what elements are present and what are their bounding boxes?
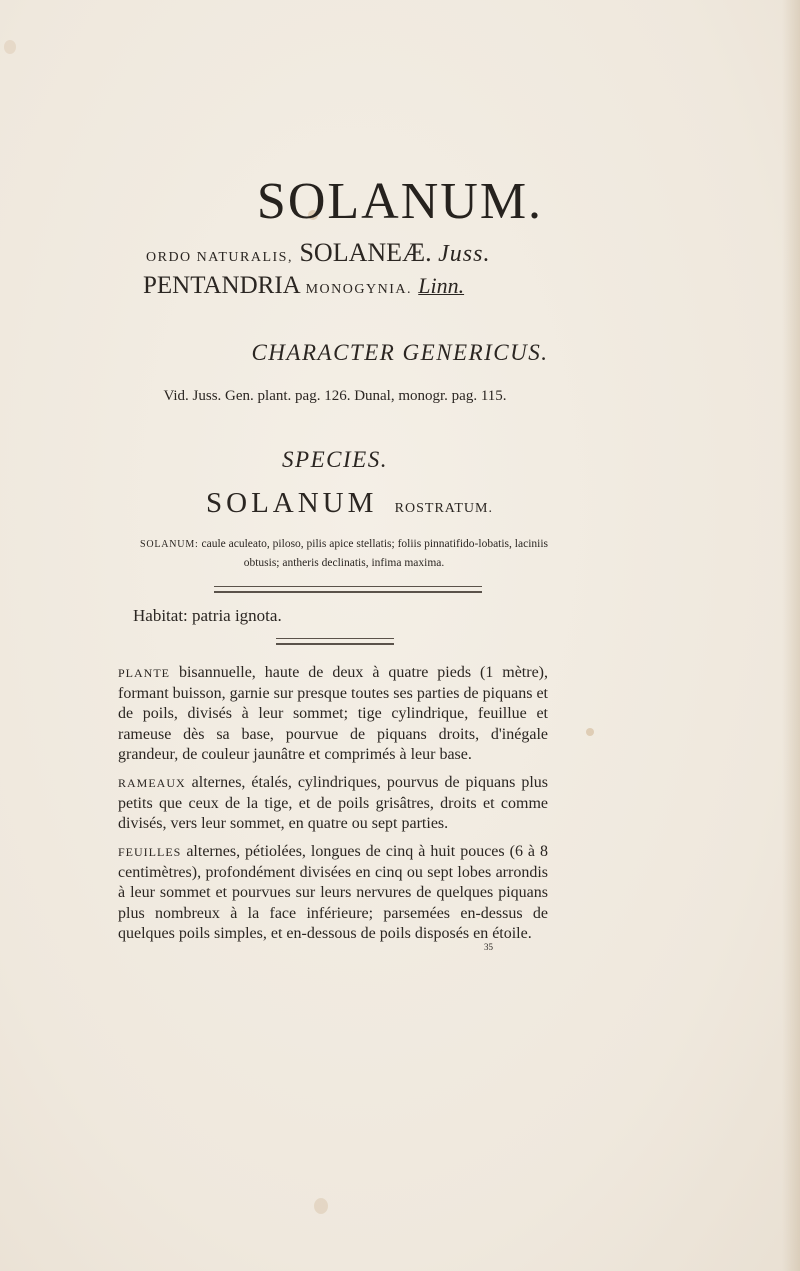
ordo-line (146, 238, 490, 268)
description-paragraph (118, 773, 548, 835)
habitat-line: Habitat: patria ignota. (133, 606, 282, 625)
species-heading: SPECIES. (282, 447, 388, 472)
foxing-spot (314, 1198, 328, 1214)
paragraph-lead: FEUILLES (118, 845, 182, 859)
paragraph-text: bisannuelle, haute de deux à quatre pieds (1 mètre), formant buisson, garnie sur presque toutes ses parties de piquans et de poils, divisés à leur sommet; tige cylindrique, feuillue et rameuse dès sa base, pourvue de piquans droits, d'inégale grandeur, de couleur jaunâtre et comprimés à leur base. (118, 664, 549, 763)
page-number: 35 (484, 942, 493, 952)
diagnosis-lead: SOLANUM: (139, 539, 199, 550)
diagnosis-text: caule aculeato, piloso, pilis apice stellatis; foliis pinnatifido-lobatis, laciniis obtusis; antheris declinatis, infima maxima. (201, 538, 549, 569)
paragraph-text: alternes, étalés, cylindriques, pourvus de piquans plus petits que ceux de la tige, et de poils grisâtres, droits et comme divisés, vers leur sommet, en quatre ou sept parties. (118, 774, 548, 832)
species-diagnosis (124, 535, 564, 572)
description-paragraph (118, 842, 548, 945)
paragraph-text: alternes, pétiolées, longues de cinq à huit pouces (6 à 8 centimètres), profondément divisées en cinq ou sept lobes arrondis à leur sommet et pourvues sur leurs nervures de quelques piquans plus nombreux à la face inférieure; parsemées en-dessus de quelques poils simples, et en-dessous de poils disposés en étoile. (118, 843, 549, 942)
reference-line: Vid. Juss. Gen. plant. pag. 126. Dunal, monogr. pag. 115. (163, 388, 507, 404)
paragraph-lead: RAMEAUX (118, 776, 186, 790)
classis-line (143, 272, 464, 300)
foxing-spot (4, 40, 16, 54)
classis-name: PENTANDRIA (143, 272, 300, 299)
description-paragraph (118, 663, 548, 766)
ordo-label: ORDO NATURALIS, (146, 250, 293, 265)
foxing-spot (586, 728, 594, 736)
species-epithet: ROSTRATUM. (394, 501, 493, 516)
classis-sub: MONOGYNIA. (305, 282, 412, 297)
classis-author: Linn. (418, 273, 465, 298)
species-name (206, 487, 493, 520)
character-heading: CHARACTER GENERICUS. (251, 340, 549, 365)
section-rule (214, 586, 482, 593)
paragraph-lead: PLANTE (118, 666, 170, 680)
ordo-family: SOLANEÆ. (299, 238, 432, 267)
page-title: SOLANUM. (256, 173, 544, 230)
ordo-author: Juss. (438, 241, 491, 267)
species-genus: SOLANUM (206, 487, 378, 519)
section-rule-short (276, 638, 394, 645)
